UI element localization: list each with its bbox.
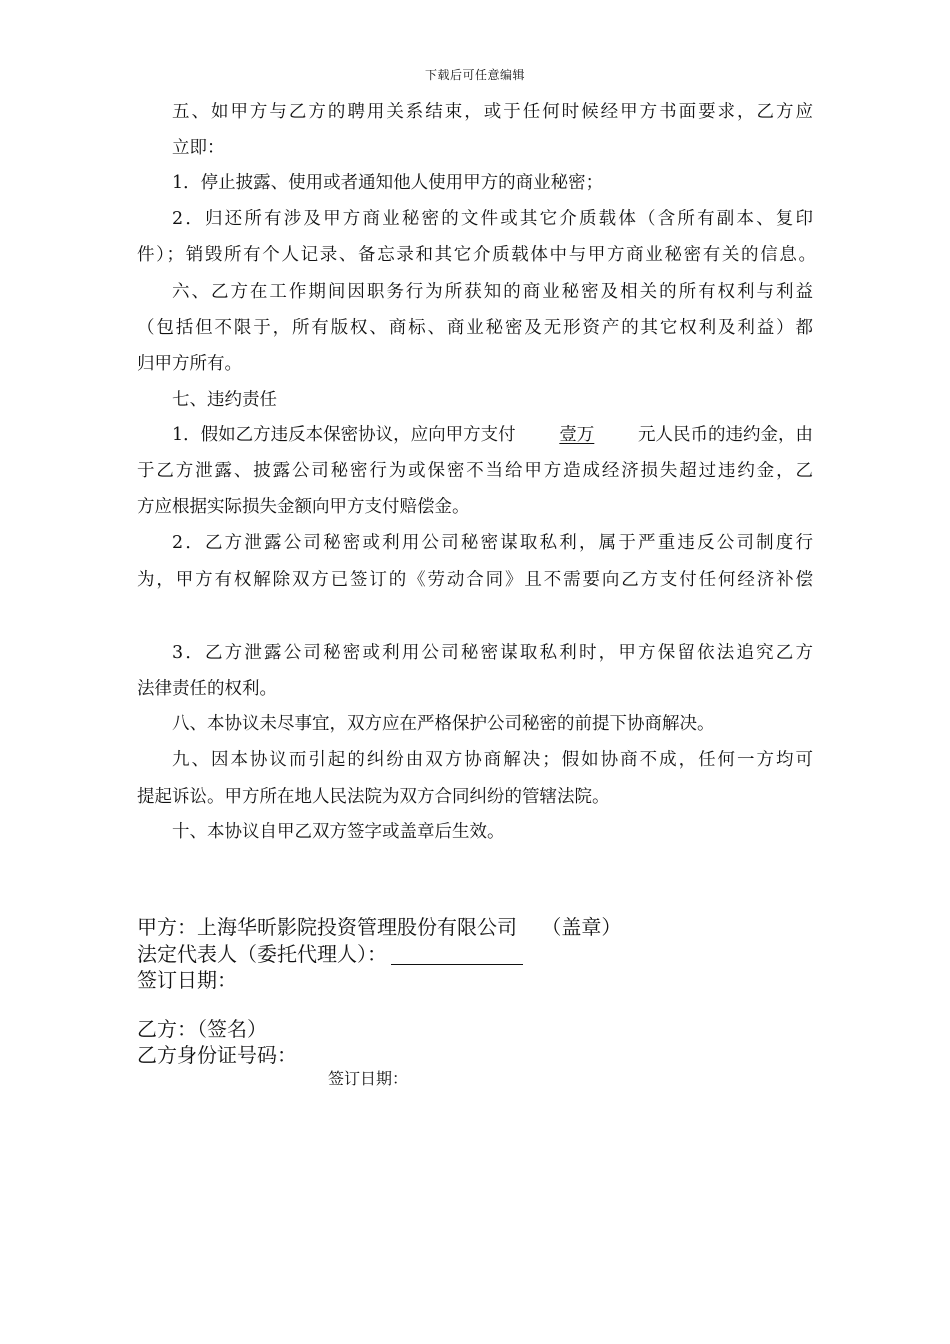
legal-rep-blank <box>391 946 523 965</box>
penalty-amount: 壹万 <box>559 425 595 445</box>
paragraph-10: 十、本协议自甲乙双方签字或盖章后生效。 <box>172 822 505 842</box>
party-a-seal: （盖章） <box>541 915 622 939</box>
paragraph-7-1-line-1 <box>172 427 813 445</box>
paragraph-6-line-1: 六、乙方在工作期间因职务行为所获知的商业秘密及相关的所有权利与利益 <box>172 282 813 302</box>
paragraph-8: 八、本协议未尽事宜，双方应在严格保护公司秘密的前提下协商解决。 <box>172 714 715 734</box>
party-b-id-line: 乙方身份证号码： <box>137 1043 297 1067</box>
penalty-clause-text-end: 元人民币的违约金，由 <box>637 425 813 445</box>
paragraph-5-item-2-line-2: 件）；销毁所有个人记录、备忘录和其它介质载体中与甲方商业秘密有关的信息。 <box>137 245 816 265</box>
paragraph-7-2-line-1: 2．乙方泄露公司秘密或利用公司秘密谋取私利，属于严重违反公司制度行 <box>172 533 813 553</box>
party-a-line <box>137 917 621 937</box>
party-b-date: 签订日期： <box>328 1069 409 1088</box>
paragraph-6-line-2: （包括但不限于，所有版权、商标、商业秘密及无形资产的其它权利及利益）都 <box>137 318 813 338</box>
party-a-name: 甲方：上海华昕影院投资管理股份有限公司 <box>137 915 517 939</box>
paragraph-7-3-line-2: 法律责任的权利。 <box>137 679 277 699</box>
paragraph-7-2-line-2: 为，甲方有权解除双方已签订的《劳动合同》且不需要向乙方支付任何经济补偿 <box>137 570 813 590</box>
paragraph-9-line-1: 九、因本协议而引起的纠纷由双方协商解决；假如协商不成，任何一方均可 <box>172 750 813 770</box>
paragraph-5-item-2-line-1: 2．归还所有涉及甲方商业秘密的文件或其它介质载体（含所有副本、复印 <box>172 209 813 229</box>
section-7-title: 七、违约责任 <box>172 390 277 410</box>
legal-rep-label: 法定代表人（委托代理人）： <box>137 942 387 966</box>
paragraph-7-1-line-2: 于乙方泄露、披露公司秘密行为或保密不当给甲方造成经济损失超过违约金，乙 <box>137 461 813 481</box>
paragraph-5-line-2: 立即： <box>172 138 225 158</box>
paragraph-5-line-1: 五、如甲方与乙方的聘用关系结束，或于任何时候经甲方书面要求，乙方应 <box>172 102 813 122</box>
party-b-line: 乙方：（签名） <box>137 1017 267 1041</box>
paragraph-6-line-3: 归甲方所有。 <box>137 354 242 374</box>
paragraph-7-1-line-3: 方应根据实际损失金额向甲方支付赔偿金。 <box>137 497 470 517</box>
paragraph-7-3-line-1: 3．乙方泄露公司秘密或利用公司秘密谋取私利时，甲方保留依法追究乙方 <box>172 643 813 663</box>
paragraph-5-item-1: 1．停止披露、使用或者通知他人使用甲方的商业秘密； <box>172 173 604 193</box>
party-a-date: 签订日期： <box>137 968 237 992</box>
header-note: 下载后可任意编辑 <box>424 68 525 82</box>
paragraph-9-line-2: 提起诉讼。甲方所在地人民法院为双方合同纠纷的管辖法院。 <box>137 787 610 807</box>
legal-rep-line <box>137 944 523 965</box>
penalty-clause-text: 1．假如乙方违反本保密协议，应向甲方支付 <box>172 425 516 445</box>
